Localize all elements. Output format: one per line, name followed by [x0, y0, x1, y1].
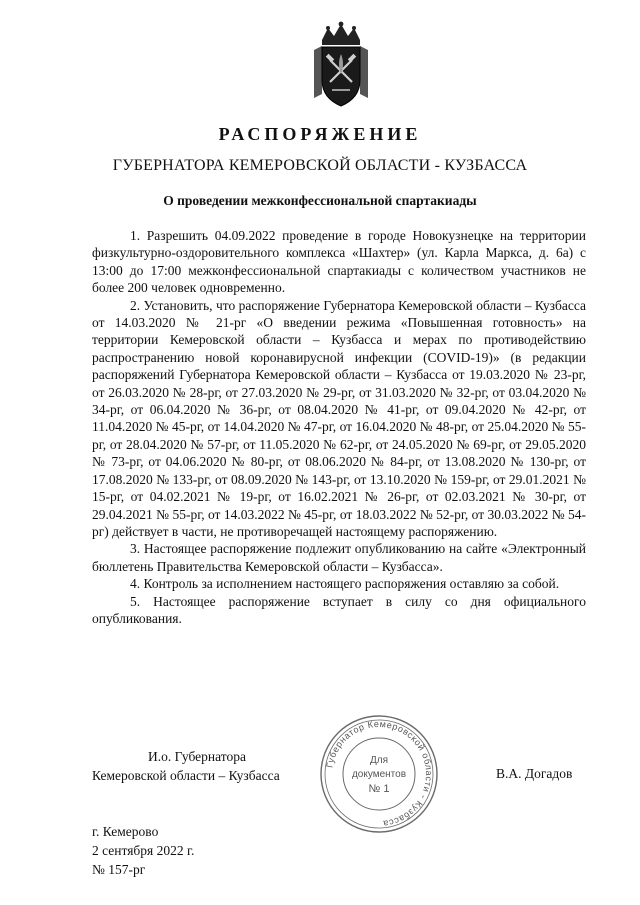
issue-city: г. Кемерово	[92, 824, 159, 839]
paragraph-4: 4. Контроль за исполнением настоящего распоряжения оставляю за собой.	[130, 576, 560, 592]
stamp-center-line-1: Для	[369, 755, 389, 766]
stamp-ring-text: Губернатор Кемеровской области - Кузбасса	[324, 718, 435, 829]
official-stamp	[318, 713, 440, 835]
document-type-title: РАСПОРЯЖЕНИЕ	[218, 124, 422, 144]
document-body	[92, 227, 586, 627]
signer-name: В.А. Догадов	[496, 766, 573, 781]
document-footer	[92, 822, 194, 879]
document-number: № 157-рг	[92, 862, 146, 877]
paragraph-1: 1. Разрешить 04.09.2022 проведение в городе Новокузнецке на территории физкультурно-оздоровительного комплекса «Шахтер» (ул. Карла Маркса, д. 6а) с 13:00 до 17:00 межконфессиональной спартакиады с количеством участников не более 200 человек одновременно.	[92, 228, 586, 296]
coat-of-arms-icon	[308, 20, 374, 110]
signer-position	[92, 747, 332, 785]
paragraph-5: 5. Настоящее распоряжение вступает в силу со дня официального опубликования.	[92, 593, 586, 626]
stamp-center-line-3: № 1	[368, 783, 390, 795]
paragraph-3: 3. Настоящее распоряжение подлежит опубликованию на сайте «Электронный бюллетень Правительства Кемеровской области – Кузбасса».	[92, 541, 586, 574]
issue-date: 2 сентября 2022 г.	[92, 843, 195, 858]
issuing-authority: ГУБЕРНАТОРА КЕМЕРОВСКОЙ ОБЛАСТИ - КУЗБАССА	[112, 157, 528, 174]
paragraph-2: 2. Установить, что распоряжение Губернатора Кемеровской области – Кузбасса от 14.03.2020 № 21-рг «О введении режима «Повышенная готовность» на территории Кемеровской области – Кузбасса и мерах по противодействию распространению новой коронавирусной инфекции (COVID-19)» (в редакции распоряжений Губернатора Кемеровской области – Кузбасса от 19.03.2020 № 23-рг, от 26.03.2020 № 28-рг, от 27.03.2020 № 29-рг, от 31.03.2020 № 32-рг, от 03.04.2020 № 34-рг, от 06.04.2020 № 36-рг, от 08.04.2020 № 41-рг, от 09.04.2020 № 42-рг, от 11.04.2020 № 45-рг, от 14.04.2020 № 47-рг, от 16.04.2020 № 48-рг, от 25.04.2020 № 55-рг, от 28.04.2020 № 57-рг, от 11.05.2020 № 62-рг, от 24.05.2020 № 69-рг, от 29.05.2020 № 73-рг, от 04.06.2020 № 80-рг, от 08.06.2020 № 84-рг, от 13.08.2020 № 130-рг, от 17.08.2020 № 133-рг, от 08.09.2020 № 143-рг, от 13.10.2020 № 159-рг, от 29.01.2021 № 15-рг, от 04.02.2021 № 19-рг, от 16.02.2021 № 26-рг, от 02.03.2021 № 30-рг, от 29.04.2021 № 55-рг, от 14.03.2022 № 45-рг, от 18.03.2022 № 52-рг, от 30.03.2022 № 54-рг) действует в части, не противоречащей настоящему распоряжению.	[92, 297, 586, 539]
signer-position-line-2: Кемеровской области – Кузбасса	[92, 768, 280, 783]
stamp-center-line-2: документов	[351, 769, 407, 780]
signer-position-line-1: И.о. Губернатора	[148, 749, 247, 764]
document-subject: О проведении межконфессиональной спартакиады	[163, 193, 477, 208]
